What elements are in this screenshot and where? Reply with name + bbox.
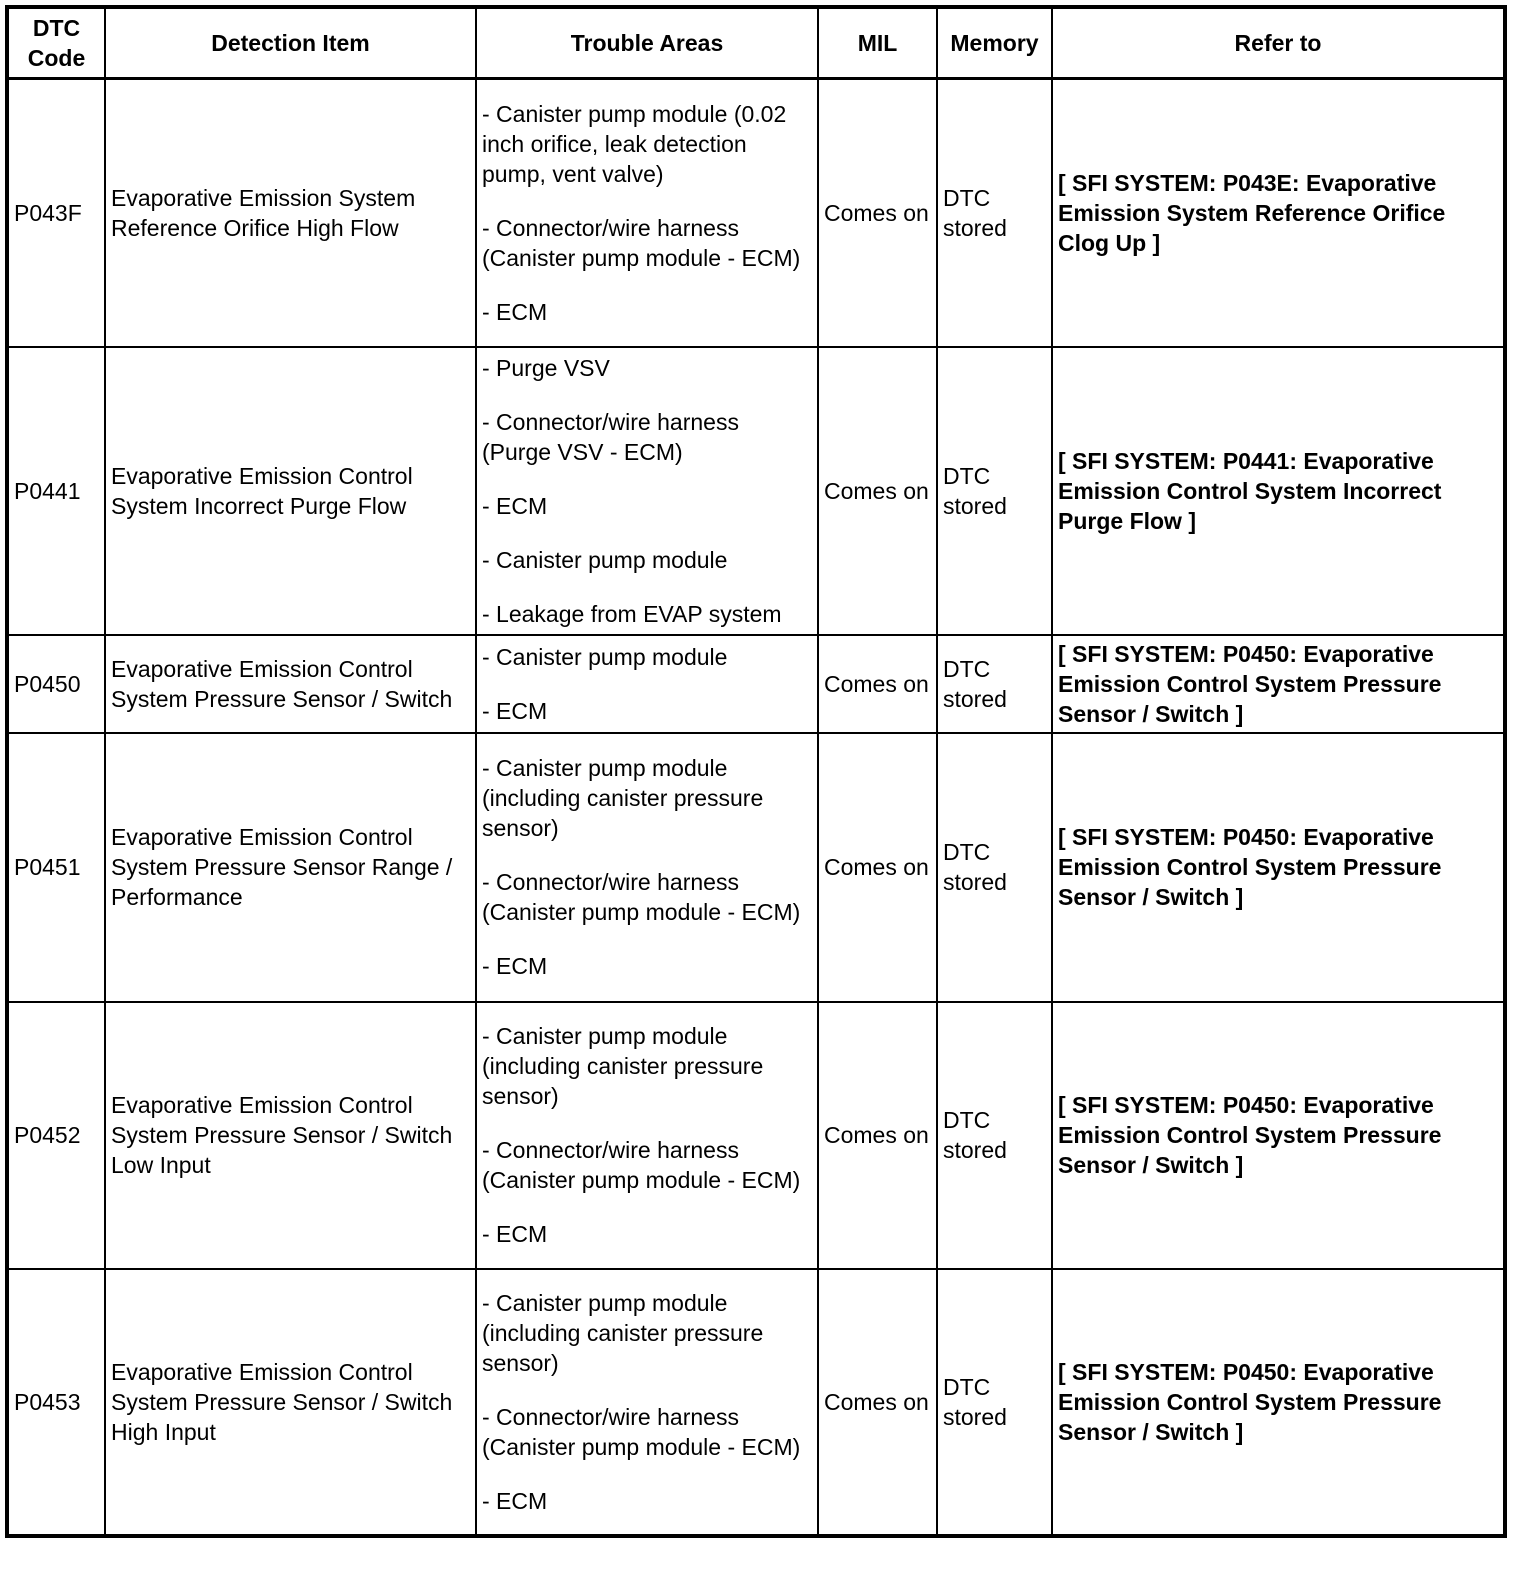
dtc-code-cell: P043F [7,79,105,347]
memory-cell: DTC stored [937,1269,1052,1536]
header-mil: MIL [818,7,937,79]
trouble-area-item: - ECM [482,298,548,325]
dtc-code-cell: P0450 [7,635,105,733]
table-body [7,79,1505,1536]
detection-item-cell: Evaporative Emission Control System Pressure Sensor / Switch High Input [105,1269,476,1536]
detection-item-cell: Evaporative Emission Control System Pressure Sensor / Switch Low Input [105,1002,476,1269]
trouble-area-item: - Leakage from EVAP system [482,600,782,627]
header-row [7,7,1505,79]
refer-to-cell[interactable]: [ SFI SYSTEM: P0450: Evaporative Emission Control System Pressure Sensor / Switch ] [1052,733,1505,1002]
table-row [7,79,1505,347]
memory-cell: DTC stored [937,79,1052,347]
trouble-area-item: - Connector/wire harness (Purge VSV - ECM) [482,408,739,465]
table-row [7,635,1505,733]
refer-to-cell[interactable]: [ SFI SYSTEM: P0441: Evaporative Emission Control System Incorrect Purge Flow ] [1052,347,1505,635]
header-refer-to: Refer to [1052,7,1505,79]
trouble-areas-cell [476,1269,818,1536]
trouble-area-item: - Canister pump module (including canister pressure sensor) [482,1289,764,1376]
trouble-area-item: - ECM [482,697,548,724]
trouble-area-item: - ECM [482,953,548,979]
mil-cell: Comes on [818,1002,937,1269]
header-dtc-code [7,7,105,79]
trouble-area-item: - Connector/wire harness (Canister pump module - ECM) [482,869,801,925]
trouble-area-item: - Canister pump module (including canister pressure sensor) [482,755,764,841]
trouble-areas-cell [476,347,818,635]
mil-cell: Comes on [818,79,937,347]
trouble-areas-cell [476,79,818,347]
header-trouble-areas: Trouble Areas [476,7,818,79]
trouble-area-item: - Canister pump module (including canister pressure sensor) [482,1023,764,1109]
trouble-area-item: - Purge VSV [482,354,610,381]
header-dtc-line1: DTC [32,15,81,41]
trouble-area-item: - Canister pump module [482,546,728,573]
refer-to-cell[interactable]: [ SFI SYSTEM: P043E: Evaporative Emission System Reference Orifice Clog Up ] [1052,79,1505,347]
dtc-table [5,5,1507,1538]
header-detection-item: Detection Item [105,7,476,79]
detection-item-cell: Evaporative Emission Control System Incorrect Purge Flow [105,347,476,635]
memory-cell: DTC stored [937,347,1052,635]
trouble-area-item: - Connector/wire harness (Canister pump module - ECM) [482,1403,801,1460]
memory-cell: DTC stored [937,733,1052,1002]
trouble-areas-cell [476,1002,818,1269]
table-row [7,1002,1505,1269]
dtc-code-cell: P0453 [7,1269,105,1536]
trouble-area-item: - ECM [482,1487,548,1514]
detection-item-cell: Evaporative Emission System Reference Orifice High Flow [105,79,476,347]
dtc-code-cell: P0441 [7,347,105,635]
table-row [7,347,1505,635]
dtc-code-cell: P0451 [7,733,105,1002]
mil-cell: Comes on [818,347,937,635]
table-row [7,1269,1505,1536]
trouble-area-item: - Connector/wire harness (Canister pump module - ECM) [482,1137,801,1193]
memory-cell: DTC stored [937,1002,1052,1269]
memory-cell: DTC stored [937,635,1052,733]
detection-item-cell: Evaporative Emission Control System Pressure Sensor Range / Performance [105,733,476,1002]
trouble-area-item: - Canister pump module (0.02 inch orifice, leak detection pump, vent valve) [482,100,787,187]
refer-to-cell[interactable]: [ SFI SYSTEM: P0450: Evaporative Emission Control System Pressure Sensor / Switch ] [1052,1269,1505,1536]
header-dtc-line2: Code [27,45,86,71]
mil-cell: Comes on [818,733,937,1002]
trouble-areas-cell [476,733,818,1002]
detection-item-cell: Evaporative Emission Control System Pressure Sensor / Switch [105,635,476,733]
refer-to-cell[interactable]: [ SFI SYSTEM: P0450: Evaporative Emission Control System Pressure Sensor / Switch ] [1052,635,1505,733]
trouble-area-item: - Canister pump module [482,643,728,670]
trouble-area-item: - Connector/wire harness (Canister pump module - ECM) [482,214,801,271]
trouble-area-item: - ECM [482,1221,548,1247]
header-memory: Memory [937,7,1052,79]
trouble-areas-cell [476,635,818,733]
trouble-area-item: - ECM [482,492,548,519]
dtc-code-cell: P0452 [7,1002,105,1269]
mil-cell: Comes on [818,1269,937,1536]
table-row [7,733,1505,1002]
mil-cell: Comes on [818,635,937,733]
refer-to-cell[interactable]: [ SFI SYSTEM: P0450: Evaporative Emission Control System Pressure Sensor / Switch ] [1052,1002,1505,1269]
